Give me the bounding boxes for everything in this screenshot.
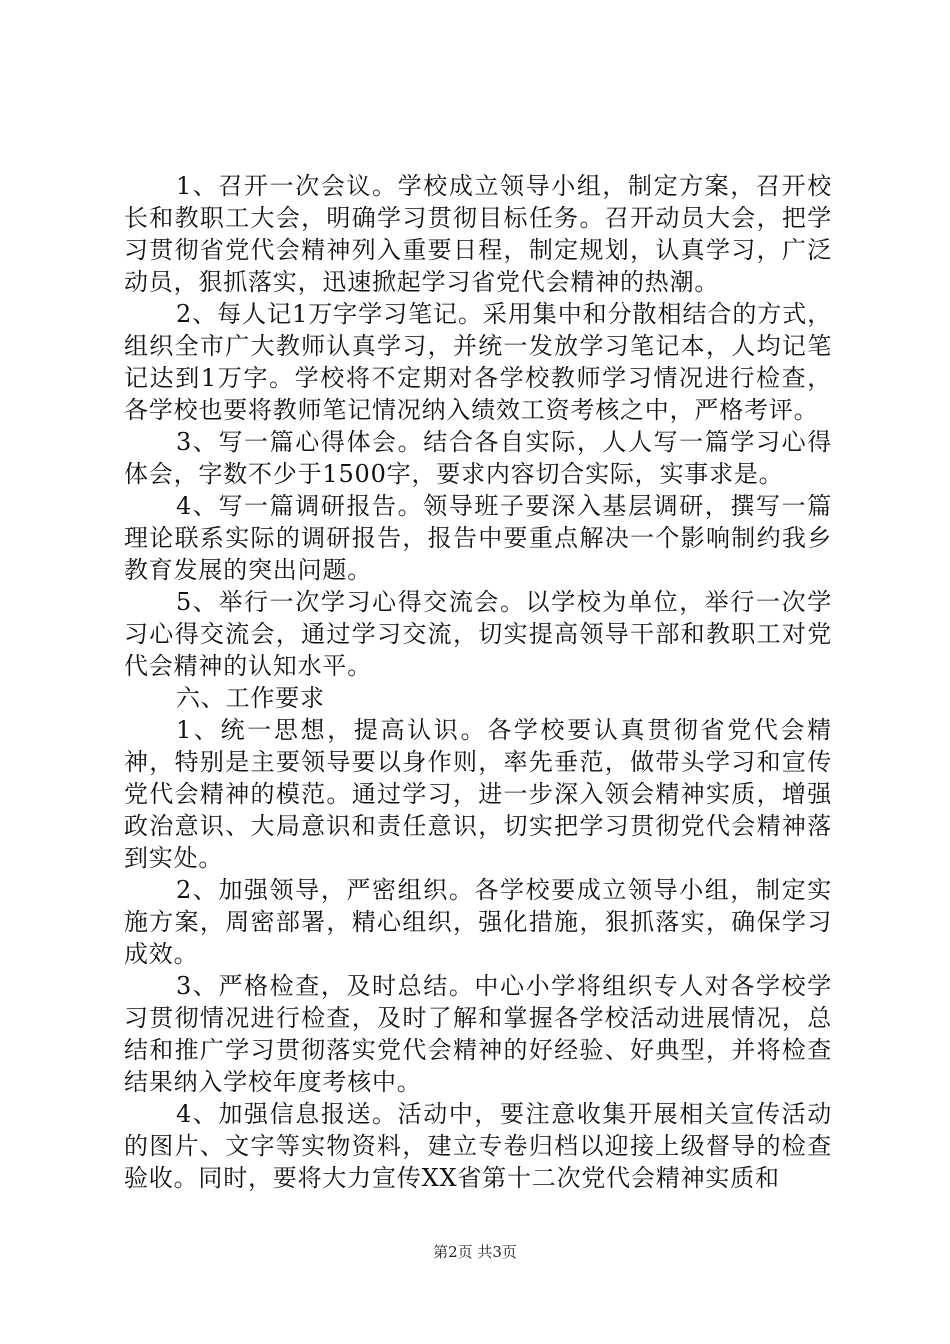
paragraph-strengthen-leadership: 2、加强领导，严密组织。各学校要成立领导小组，制定实施方案，周密部署，精心组织，强化措施，狠抓落实，确保学习成效。 [124,876,832,968]
paragraph-information-reporting: 4、加强信息报送。活动中，要注意收集开展相关宣传活动的图片、文字等实物资料，建立专卷归档以迎接上级督导的检查验收。同时，要将大力宣传XX省第十二次党代会精神实质和 [124,1100,832,1192]
paragraph-study-notes: 2、每人记1万字学习笔记。采用集中和分散相结合的方式，组织全市广大教师认真学习，并统一发放学习笔记本，人均记笔记达到1万字。学校将不定期对各学校教师学习情况进行检查，各学校也要将教师笔记情况纳入绩效工资考核之中，严格考评。 [124,300,832,424]
paragraph-unify-thinking: 1、统一思想，提高认识。各学校要认真贯彻省党代会精神，特别是主要领导要以身作则，率先垂范，做带头学习和宣传党代会精神的模范。通过学习，进一步深入领会精神实质，增强政治意识、大局意识和责任意识，切实把学习贯彻党代会精神落到实处。 [124,716,832,872]
paragraph-research-report: 4、写一篇调研报告。领导班子要深入基层调研，撰写一篇理论联系实际的调研报告，报告中要重点解决一个影响制约我乡教育发展的突出问题。 [124,492,832,584]
paragraph-strict-inspection: 3、严格检查，及时总结。中心小学将组织专人对各学校学习贯彻情况进行检查，及时了解和掌握各学校活动进展情况，总结和推广学习贯彻落实党代会精神的好经验、好典型，并将检查结果纳入学校年度考核中。 [124,972,832,1096]
section-heading-work-requirements: 六、工作要求 [176,684,325,712]
document-body [124,170,832,1194]
page-number-footer: 第2页 共3页 [433,1243,517,1261]
paragraph-reflection: 3、写一篇心得体会。结合各自实际，人人写一篇学习心得体会，字数不少于1500字，要求内容切合实际，实事求是。 [124,428,832,488]
paragraph-exchange-meeting: 5、举行一次学习心得交流会。以学校为单位，举行一次学习心得交流会，通过学习交流，切实提高领导干部和教职工对党代会精神的认知水平。 [124,588,832,680]
paragraph-meeting: 1、召开一次会议。学校成立领导小组，制定方案，召开校长和教职工大会，明确学习贯彻目标任务。召开动员大会，把学习贯彻省党代会精神列入重要日程，制定规划，认真学习，广泛动员，狠抓落实，迅速掀起学习省党代会精神的热潮。 [124,172,832,296]
